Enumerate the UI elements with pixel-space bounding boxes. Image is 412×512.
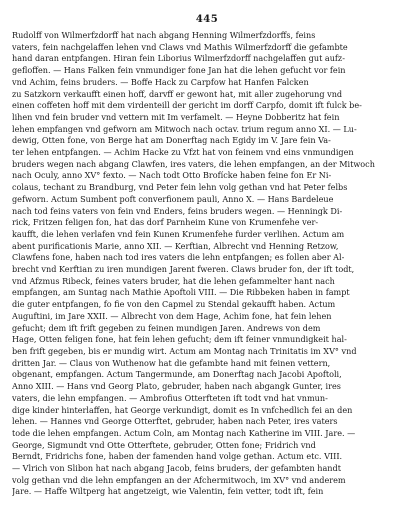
text-line: vnd Afzmus Ribeck, feines vaters bruder, hat die lehen gefammelter hant nach: [12, 275, 335, 286]
text-line: vnd Achim, feins bruders. — Boffe Hack zu Carpfow hat Hanfen Falcken: [12, 76, 309, 87]
text-line: bruders wegen nach abgang Clawfen, ires vaters, die lehen empfangen, an der Mitwoch: [12, 158, 375, 169]
text-line: rick, Fritzen feligen fon, hat das dorf Parnheim Kune von Krumenfehe ver-: [12, 217, 319, 228]
text-line: gefloffen. — Hans Falken fein vnmundiger fone Jan hat die lehen gefucht vor fein: [12, 65, 346, 76]
text-line: lehen. — Hannes vnd George Otterftet, gebruder, haben nach Peter, ires vaters: [12, 416, 338, 427]
text-line: dewig, Otten fone, von Berge hat am Donerftag nach Egidy im V. Jare fein Va-: [12, 135, 331, 146]
text-line: — Vlrich von Slibon hat nach abgang Jacob, feins bruders, der gefambten handt: [12, 463, 341, 474]
text-line: vaters, die lehn empfangen. — Ambrofius Otterfteten ift todt vnd hat vnmun-: [12, 392, 328, 403]
text-line: lehen empfangen vnd gefworn am Mitwoch nach octav. trium regum anno XI. — Lu-: [12, 123, 357, 134]
text-line: George, Sigmundt vnd Otte Otterftete, gebruder, Otten fone; Fridrich vnd: [12, 439, 316, 450]
text-line: einen coffeten hoff mit dem virdenteill der gericht im dorff Carpfo, domit ift fulck be-: [12, 100, 362, 111]
text-line: die guter entpfangen, fo fie von den Capmel zu Stendal gekaufft haben. Actum: [12, 299, 336, 310]
text-line: ben frift gegeben, bis er mundig wirt. Actum am Montag nach Trinitatis im XV° vnd: [12, 345, 357, 356]
text-line: Rudolff von Wilmerfzdorff hat nach abgang Henning Wilmerfzdorffs, feins: [12, 30, 316, 40]
text-line: volg gethan vnd die lehn empfangen an der Afchermitwoch, im XV° vnd anderem: [12, 474, 346, 485]
text-line: dritten Jar. — Claus von Wuthenow hat die gefambte hand mit feinen vettern,: [12, 357, 331, 368]
text-line: Jare. — Haffe Wiltperg hat angetzeigt, wie Valentin, fein vetter, todt ift, fein: [12, 486, 324, 497]
text-line: gefworn. Actum Sumbent poft converfionem pauli, Anno X. — Hans Bardeleue: [12, 193, 334, 204]
body-text: [12, 30, 402, 498]
text-line: brecht vnd Kerftian zu iren mundigen Jarent fweren. Claws bruder fon, der ift todt,: [12, 264, 355, 275]
text-line: Clawfens fone, haben nach tod ires vaters die lehn entpfangen; es follen aber Al-: [12, 252, 345, 263]
text-line: empfangen, am Suntag nach Mathie Apoftoli VIII. — Die Ribbeken haben in fampt: [12, 287, 350, 298]
text-line: nach tod feins vaters von fein vnd Enders, feins bruders wegen. — Henningk Di-: [12, 205, 343, 216]
text-line: zu Satzkorn verkaufft einen hoff, darvff er gewont hat, mit aller zugehorung vnd: [12, 88, 343, 99]
text-line: lihen vnd fein bruder vnd vettern mit Im verfamelt. — Heyne Dobberitz hat fein: [12, 111, 340, 122]
text-line: tode die lehen empfangen. Actum Coln, am Montag nach Katherine im VIII. Jare. —: [12, 427, 356, 438]
text-line: gefucht; dem ift frift gegeben zu feinen mundigen Jaren. Andrews von dem: [12, 322, 321, 333]
text-line: ter lehen entpfangen. — Achim Hacke zu Vfzt hat von feinem vnd eins vnmundigen: [12, 147, 354, 158]
text-line: nach Oculy, anno XV° fexto. — Nach todt Otto Brofícke haben feine fon Er Ni-: [12, 170, 332, 181]
text-line: Auguftini, im Jare XXII. — Albrecht von dem Hage, Achim fone, hat fein lehen: [12, 310, 332, 321]
text-line: Hage, Otten feligen fone, hat fein lehen gefucht; dem ift feiner vnmundigkeit hal-: [12, 334, 347, 345]
text-line: dige kinder hinterlaffen, hat George verkundigt, domit es In vnfchedlich fei an den: [12, 404, 353, 415]
text-line: hand daran entpfangen. Hiran fein Liborius Wilmerfzdorff nachgelaffen gut aufz-: [12, 53, 345, 64]
page-number: 445: [195, 14, 219, 25]
text-line: vaters, fein nachgelaffen lehen vnd Claws vnd Mathis Wilmerfzdorff die gefambte: [12, 41, 348, 52]
text-line: abent purificationis Marie, anno XII. — Kerftian, Albrecht vnd Henning Retzow,: [12, 240, 339, 251]
text-line: Anno XIII. — Hans vnd Georg Plato, gebruder, haben nach abgangk Gunter, ires: [12, 381, 341, 392]
text-line: kaufft, die lehen verlafen vnd fein Kunen Krumenfehe furder verlihen. Actum am: [12, 228, 345, 239]
text-line: colaus, techant zu Brandburg, vnd Peter fein lehn volg gethan vnd hat Peter felbs: [12, 182, 348, 193]
text-line: obgenant, empfangen. Actum Tangermunde, am Donerftag nach Jacobi Apoftoli,: [12, 369, 342, 380]
text-line: Berndt, Fridrichs fone, haben der famenden hand volge gethan. Actum etc. VIII.: [12, 451, 343, 462]
